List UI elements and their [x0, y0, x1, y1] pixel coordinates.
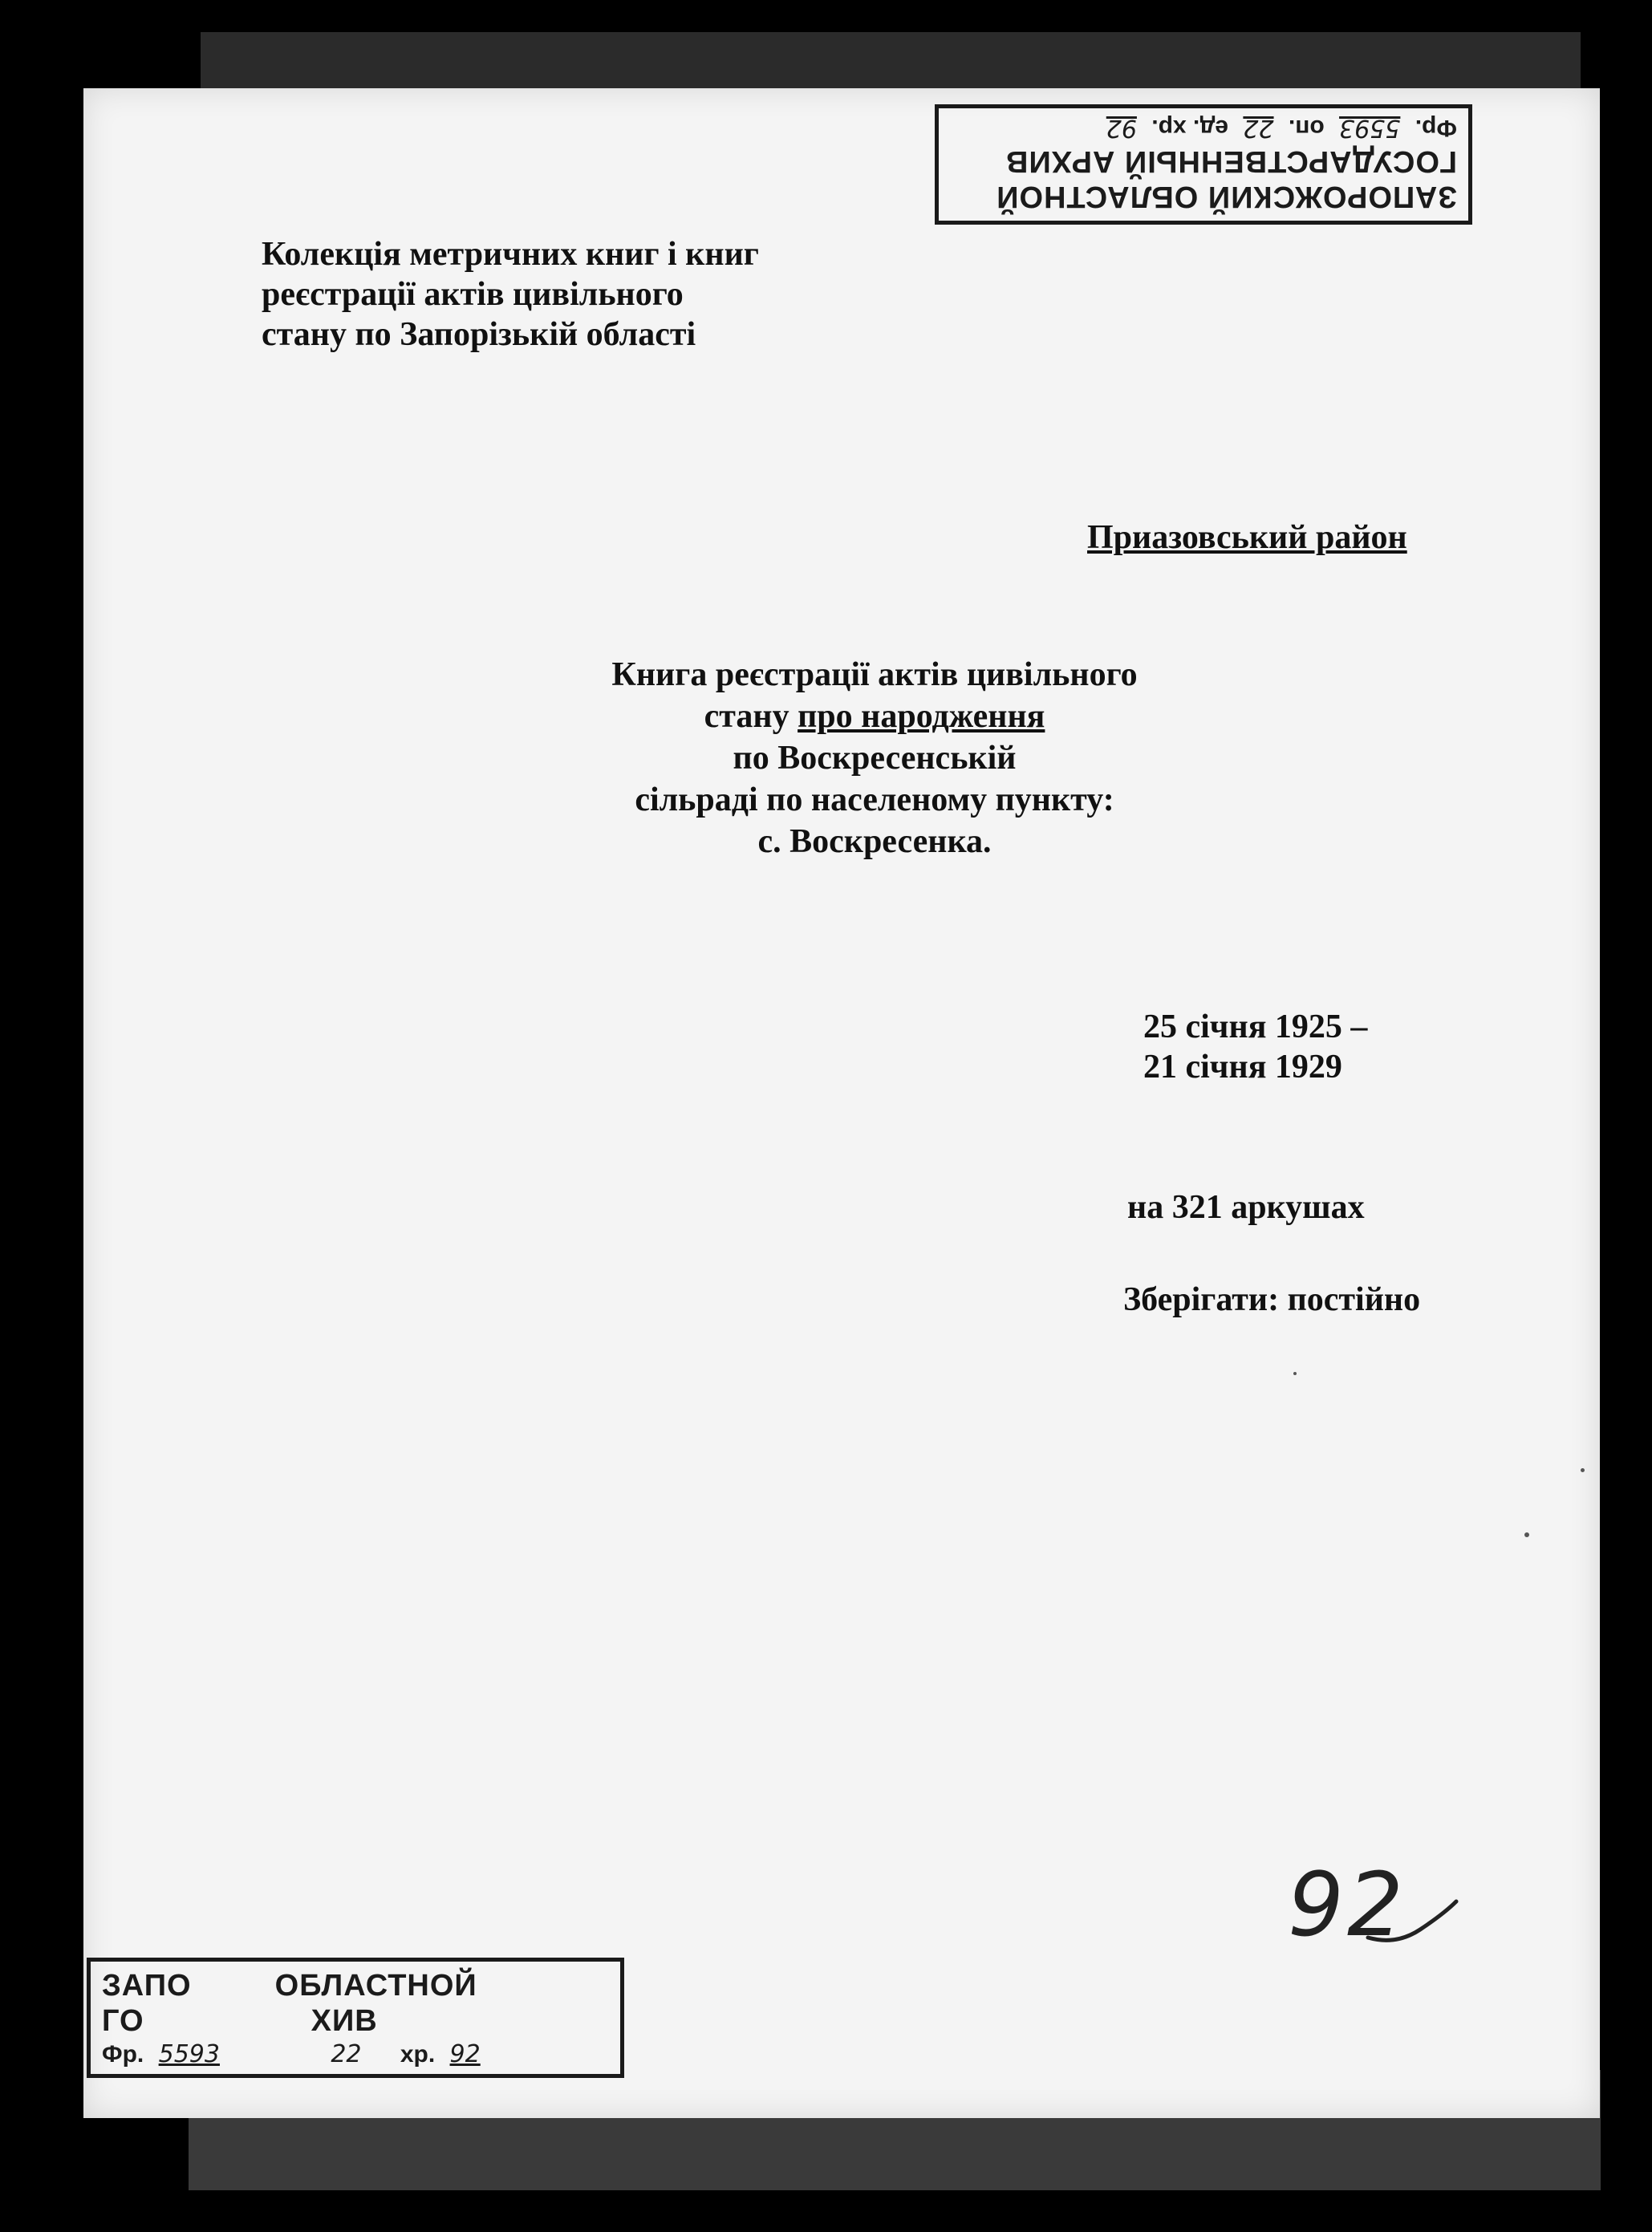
stamp-bottom-line1: ЗАПО ОБЛАСТНОЙ	[102, 1969, 477, 2003]
stamp-top-item-label: ед. хр.	[1151, 115, 1229, 141]
stamp-top-opis-label: оп.	[1288, 115, 1325, 141]
stamp-top-fond-label: Фр.	[1415, 115, 1457, 141]
document-page	[83, 88, 1600, 2118]
scan-speck	[1581, 1468, 1585, 1472]
book-line-5: с. Воскресенка.	[757, 823, 992, 860]
collection-title	[262, 234, 759, 355]
book-line-4: сільраді по населеному пункту:	[635, 781, 1114, 818]
stamp-bottom-line3	[102, 2039, 609, 2071]
archive-stamp-top	[935, 104, 1472, 225]
handwritten-flourish	[1364, 1893, 1460, 1950]
stamp-top-line1: ЗАПОРОЖСКИЙ ОБЛАСТНОЙ	[996, 180, 1457, 213]
scan-speck	[1293, 1372, 1297, 1375]
date-range	[1143, 1007, 1367, 1087]
date-to: 21 січня 1929	[1143, 1049, 1342, 1086]
stamp-top-line2: ГОСУДАРСТВЕННЫЙ АРХИВ	[1005, 144, 1457, 178]
book-record-type: про народження	[798, 698, 1045, 735]
book-line-2	[481, 696, 1268, 737]
stamp-bottom-item-label: хр.	[400, 2041, 436, 2068]
book-description	[481, 654, 1268, 862]
stamp-bottom-opis: 22	[331, 2040, 362, 2068]
book-line-1: Книга реєстрації актів цивільного	[611, 656, 1138, 693]
stamp-bottom-fond-label: Фр.	[102, 2041, 144, 2068]
stamp-top-item: 92	[1106, 114, 1137, 142]
collection-line-3: стану по Запорізькій області	[262, 316, 696, 353]
handwritten-number: 92	[1288, 1853, 1406, 1956]
collection-line-2: реєстрації актів цивільного	[262, 276, 684, 313]
sheet-count: на 321 аркушах	[1127, 1189, 1365, 1226]
stamp-bottom-fond: 5593	[158, 2040, 220, 2068]
book-line-2-prefix: стану	[704, 698, 798, 735]
district-name: Приазовський район	[1087, 519, 1407, 556]
archive-stamp-bottom	[87, 1958, 624, 2078]
stamp-bottom-item: 92	[449, 2040, 481, 2068]
collection-line-1: Колекція метричних книг і книг	[262, 236, 759, 273]
date-from: 25 січня 1925 –	[1143, 1008, 1368, 1045]
book-line-3: по Воскресенській	[733, 740, 1017, 777]
stamp-top-line3	[950, 112, 1457, 144]
stamp-top-fond: 5593	[1339, 114, 1401, 142]
retention-note: Зберігати: постійно	[1123, 1281, 1421, 1318]
scan-speck	[1524, 1532, 1529, 1537]
stamp-top-opis: 22	[1243, 114, 1274, 142]
stamp-bottom-line2: ГО ХИВ	[102, 2004, 378, 2038]
